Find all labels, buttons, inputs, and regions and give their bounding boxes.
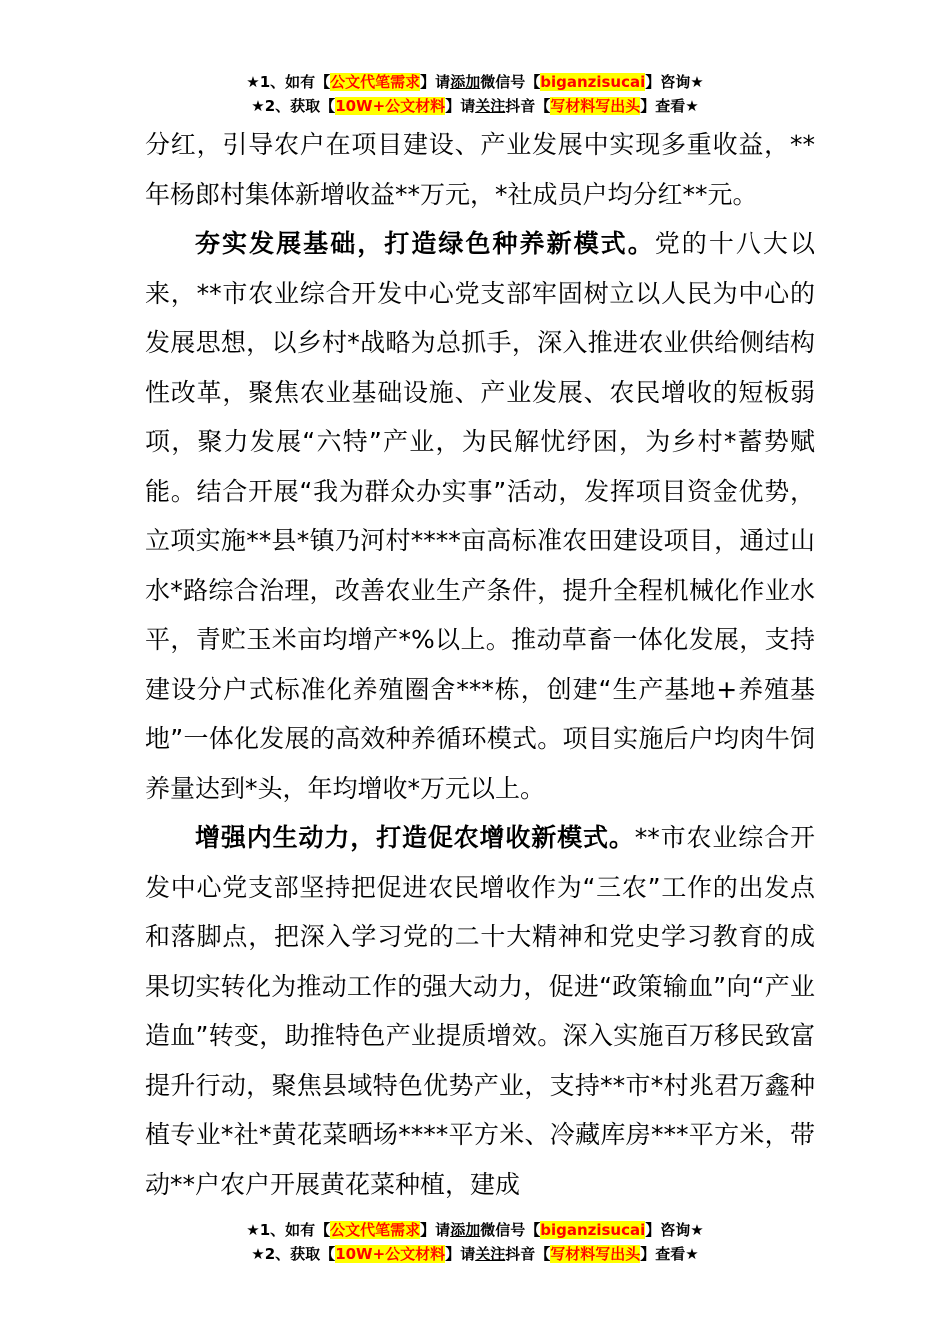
banner-text: 】咨询★ <box>645 1221 704 1239</box>
banner-text: ★2、获取【 <box>251 97 336 115</box>
banner-line-2 <box>0 94 950 118</box>
banner-text: 】请 <box>445 1245 476 1263</box>
footer-banner <box>0 1218 950 1266</box>
document-body <box>145 120 815 1209</box>
banner-text: 】查看★ <box>640 97 699 115</box>
paragraph-heading: 夯实发展基础，打造绿色种养新模式。 <box>195 229 655 258</box>
banner-line-1 <box>0 70 950 94</box>
paragraph-2 <box>145 219 815 813</box>
banner-text: 抖音【 <box>505 1245 551 1263</box>
banner-highlight: biganzisucai <box>540 1221 646 1239</box>
banner-text: ★1、如有【 <box>246 1221 331 1239</box>
banner-highlight: biganzisucai <box>540 73 646 91</box>
paragraph-3 <box>145 813 815 1209</box>
paragraph-heading: 增强内生动力，打造促农增收新模式。 <box>195 823 635 852</box>
banner-line-1 <box>0 1218 950 1242</box>
banner-highlight: 公文代笔需求 <box>330 1221 421 1239</box>
banner-underline: 添加 <box>450 73 481 91</box>
banner-text: 】查看★ <box>640 1245 699 1263</box>
paragraph-1: 分红，引导农户在项目建设、产业发展中实现多重收益，**年杨郎村集体新增收益**万元，*社成员户均分红**元。 <box>145 130 815 209</box>
banner-text: 】咨询★ <box>645 73 704 91</box>
banner-text: 】请 <box>445 97 476 115</box>
paragraph-text: 党的十八大以来，**市农业综合开发中心党支部牢固树立以人民为中心的发展思想，以乡村*战略为总抓手，深入推进农业供给侧结构性改革，聚焦农业基础设施、产业发展、农民增收的短板弱项，聚力发展“六特”产业，为民解忧纾困，为乡村*蓄势赋能。结合开展“我为群众办实事”活动，发挥项目资金优势，立项实施**县*镇乃河村****亩高标准农田建设项目，通过山水*路综合治理，改善农业生产条件，提升全程机械化作业水平，青贮玉米亩均增产*%以上。推动草畜一体化发展，支持建设分户式标准化养殖圈舍***栋，创建“生产基地+养殖基地”一体化发展的高效种养循环模式。项目实施后户均肉牛饲养量达到*头，年均增收*万元以上。 <box>145 229 815 803</box>
banner-underline: 关注 <box>475 1245 506 1263</box>
banner-text: ★2、获取【 <box>251 1245 336 1263</box>
banner-highlight: 10W+公文材料 <box>335 1245 446 1263</box>
banner-highlight: 写材料写出头 <box>550 97 641 115</box>
banner-highlight: 写材料写出头 <box>550 1245 641 1263</box>
paragraph-text: **市农业综合开发中心党支部坚持把促进农民增收作为“三农”工作的出发点和落脚点，把深入学习党的二十大精神和党史学习教育的成果切实转化为推动工作的强大动力，促进“政策输血”向“产业造血”转变，助推特色产业提质增效。深入实施百万移民致富提升行动，聚焦县域特色优势产业，支持**市*村兆君万鑫种植专业*社*黄花菜晒场****平方米、冷藏库房***平方米，带动**户农户开展黄花菜种植，建成 <box>145 823 815 1199</box>
header-banner <box>0 70 950 118</box>
banner-text: 】请 <box>420 73 451 91</box>
banner-text: 微信号【 <box>480 1221 541 1239</box>
banner-line-2 <box>0 1242 950 1266</box>
banner-text: 抖音【 <box>505 97 551 115</box>
banner-underline: 添加 <box>450 1221 481 1239</box>
banner-text: 微信号【 <box>480 73 541 91</box>
banner-text: 】请 <box>420 1221 451 1239</box>
banner-highlight: 10W+公文材料 <box>335 97 446 115</box>
banner-text: ★1、如有【 <box>246 73 331 91</box>
banner-underline: 关注 <box>475 97 506 115</box>
banner-highlight: 公文代笔需求 <box>330 73 421 91</box>
